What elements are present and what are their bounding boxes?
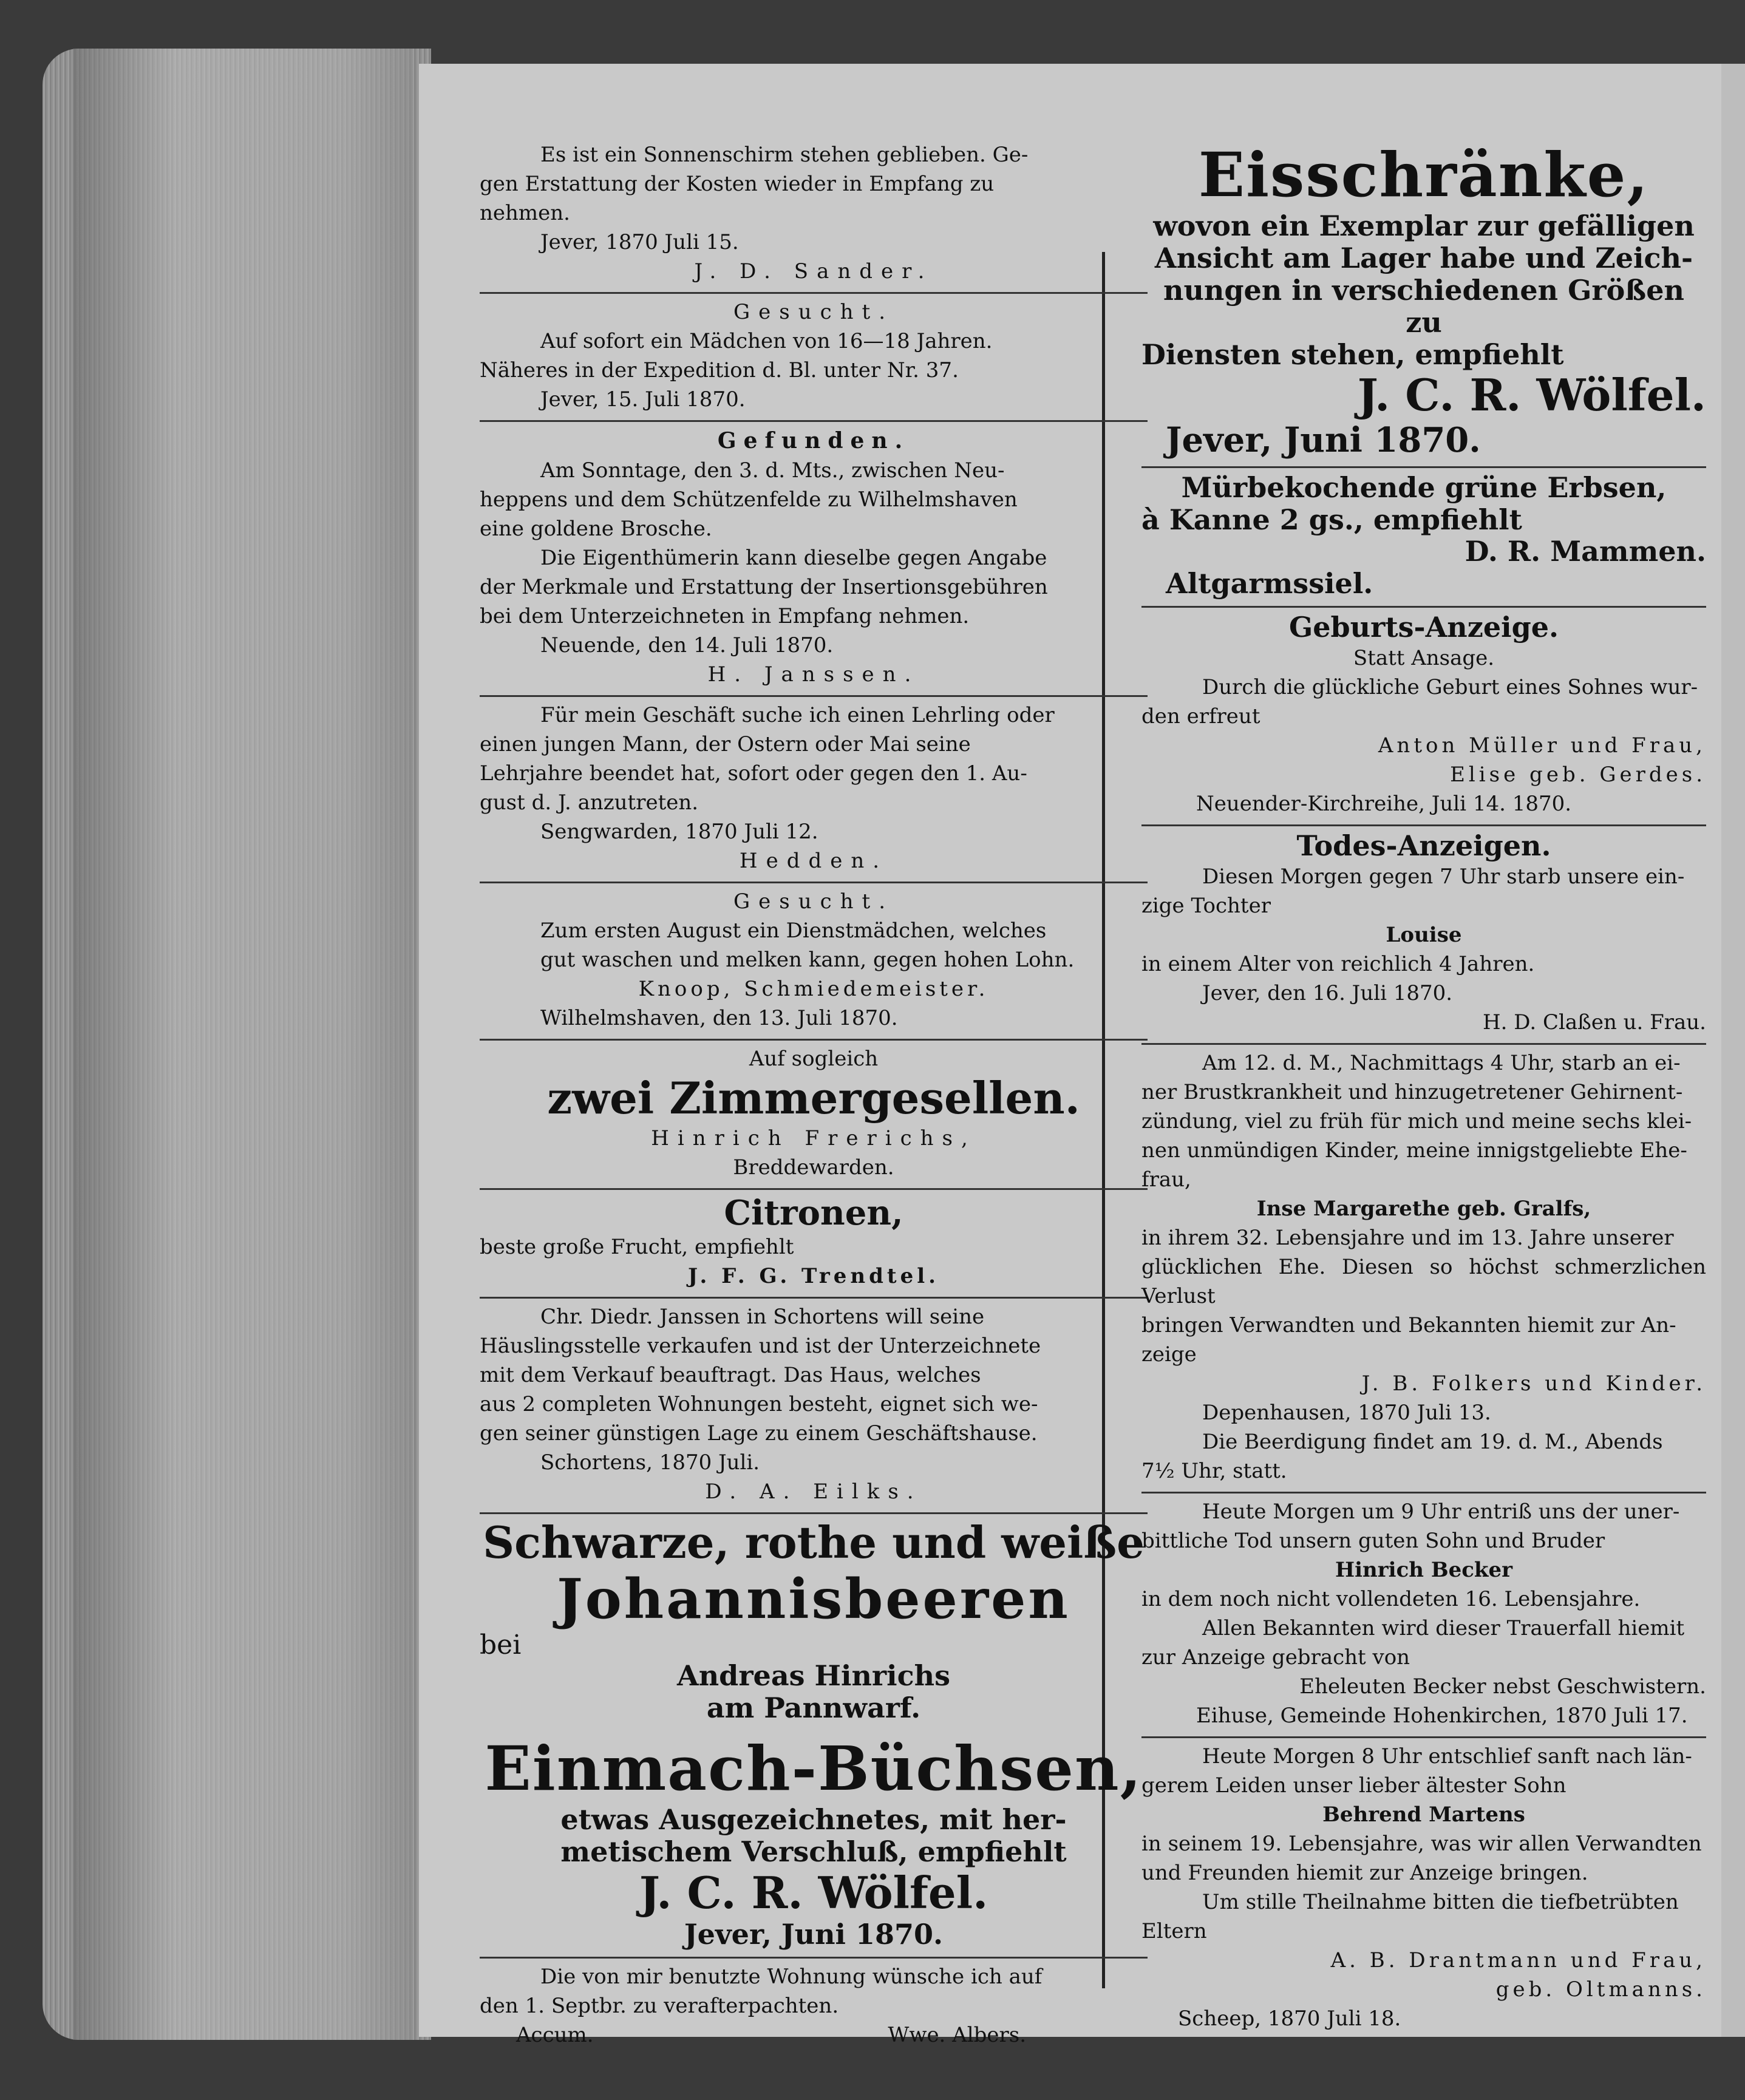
- ad-text: frau,: [1141, 1167, 1191, 1192]
- ad-name: Hinrich Becker: [1335, 1557, 1513, 1582]
- ad-headline: Todes-Anzeigen.: [1296, 829, 1551, 863]
- ad-text: und Freunden hiemit zur Anzeige bringen.: [1141, 1860, 1588, 1885]
- ad-wohnung: [480, 1959, 1148, 2056]
- right-column: [1141, 137, 1706, 2039]
- ad-headline: Einmach-Büchsen,: [485, 1733, 1143, 1805]
- ad-dienstmaedchen: [480, 883, 1148, 1041]
- ad-lehrling: [480, 697, 1148, 883]
- ad-text: Für mein Geschäft suche ich einen Lehrling oder: [540, 703, 1055, 727]
- ad-text: zur Anzeige gebracht von: [1141, 1645, 1410, 1670]
- ad-text: den 1. Septbr. zu verafterpachten.: [480, 1993, 839, 2018]
- ad-signature: H. D. Claßen u. Frau.: [1483, 1010, 1706, 1035]
- ad-text: Die Eigenthümerin kann dieselbe gegen Angabe: [540, 546, 1047, 570]
- ad-signature: geb. Oltmanns.: [1495, 1977, 1706, 2002]
- ad-headline: Mürbekochende grüne Erbsen,: [1181, 471, 1667, 504]
- ad-text: nen unmündigen Kinder, meine innigstgeliebte Ehe-: [1141, 1138, 1687, 1163]
- ad-text: in ihrem 32. Lebensjahre und im 13. Jahre unserer: [1141, 1225, 1674, 1250]
- ad-place: Accum.: [516, 2022, 594, 2047]
- ad-vendor-place: am Pannwarf.: [706, 1691, 921, 1725]
- ad-text: Auf sogleich: [749, 1047, 879, 1071]
- ad-name: Louise: [1386, 922, 1462, 947]
- ad-signature: Wwe. Albers.: [888, 2022, 1026, 2047]
- ad-date: Eihuse, Gemeinde Hohenkirchen, 1870 Juli 17.: [1196, 1703, 1688, 1728]
- ad-text: Häuslingsstelle verkaufen und ist der Unterzeichnete: [480, 1334, 1041, 1359]
- ad-text: Auf sofort ein Mädchen von 16—18 Jahren.: [540, 329, 993, 353]
- ad-text: mit dem Verkauf beauftragt. Das Haus, welches: [480, 1363, 981, 1388]
- ad-headline: Schwarze, rothe und weiße: [483, 1517, 1145, 1569]
- ad-text: 7½ Uhr, statt.: [1141, 1458, 1287, 1483]
- adjacent-page-edge: [1721, 64, 1745, 2037]
- ad-text: Durch die glückliche Geburt eines Sohnes wur-: [1202, 675, 1698, 700]
- ad-name: Inse Margarethe geb. Gralfs,: [1256, 1196, 1591, 1221]
- ad-text: Statt Ansage.: [1353, 646, 1495, 671]
- ad-erbsen: [1141, 468, 1706, 608]
- ad-text: eine goldene Brosche.: [480, 517, 712, 541]
- ad-heading: Gesucht.: [733, 889, 894, 914]
- ad-signature: J. D. Sander.: [694, 259, 933, 284]
- ad-text: wovon ein Exemplar zur gefälligen: [1153, 209, 1695, 242]
- ad-text: Breddewarden.: [733, 1155, 894, 1180]
- ad-text: der Merkmale und Erstattung der Insertionsgebühren: [480, 575, 1048, 599]
- ad-text: Chr. Diedr. Janssen in Schortens will seine: [540, 1305, 985, 1330]
- ad-place: Altgarmssiel.: [1166, 567, 1373, 600]
- ad-text: Am Sonntage, den 3. d. Mts., zwischen Neu-: [540, 458, 1005, 483]
- ad-name: Behrend Martens: [1322, 1802, 1525, 1827]
- ad-text: gen Erstattung der Kosten wieder in Empfang zu: [480, 172, 995, 196]
- ad-signature: Eheleuten Becker nebst Geschwistern.: [1299, 1674, 1706, 1699]
- ad-date: Neuende, den 14. Juli 1870.: [540, 633, 834, 658]
- ad-text: bringen Verwandten und Bekannten hiemit zur An-: [1141, 1313, 1676, 1337]
- ad-text: zige Tochter: [1141, 893, 1271, 918]
- ad-signature: A. B. Drantmann und Frau,: [1330, 1948, 1706, 1973]
- ad-text: Die Beerdigung findet am 19. d. M., Abends: [1202, 1429, 1663, 1454]
- ad-headline: Citronen,: [724, 1192, 903, 1233]
- ad-text: glücklichen Ehe. Diesen so höchst schmerzlichen Verlust: [1141, 1254, 1706, 1308]
- ad-text: Ansicht am Lager habe und Zeich-: [1154, 241, 1693, 274]
- ad-text: in einem Alter von reichlich 4 Jahren.: [1141, 951, 1535, 976]
- ad-date: Neuender-Kirchreihe, Juli 14. 1870.: [1196, 792, 1572, 817]
- ad-text: Eltern: [1141, 1918, 1207, 1943]
- ad-text: einen jungen Mann, der Ostern oder Mai seine: [480, 732, 971, 756]
- ad-text: in seinem 19. Lebensjahre, was wir allen Verwandten: [1141, 1831, 1702, 1856]
- ad-text: bittliche Tod unsern guten Sohn und Bruder: [1141, 1528, 1605, 1553]
- ad-text: zeige: [1141, 1342, 1197, 1367]
- ad-text: gust d. J. anzutreten.: [480, 790, 699, 815]
- ad-citronen: [480, 1190, 1148, 1299]
- ad-signature: H. Janssen.: [707, 662, 920, 687]
- ad-text: bei dem Unterzeichneten in Empfang nehmen.: [480, 604, 970, 628]
- ad-text: nehmen.: [480, 201, 570, 225]
- ad-heading: Gefunden.: [717, 428, 910, 454]
- ad-haeuslingsstelle: [480, 1299, 1148, 1514]
- ad-text: Heute Morgen um 9 Uhr entriß uns der uner-: [1202, 1499, 1680, 1524]
- ad-date: Jever, den 16. Juli 1870.: [1202, 980, 1453, 1005]
- ad-date: Jever, 1870 Juli 15.: [540, 230, 739, 254]
- ad-headline: zwei Zimmergesellen.: [547, 1072, 1080, 1124]
- ad-signature: J. B. Folkers und Kinder.: [1361, 1371, 1706, 1396]
- ad-date: Jever, Juni 1870.: [1166, 420, 1481, 461]
- ad-text: gut waschen und melken kann, gegen hohen Lohn.: [540, 948, 1075, 972]
- ad-text: ner Brustkrankheit und hinzugetretener Gehirnent-: [1141, 1079, 1683, 1104]
- ad-text: Allen Bekannten wird dieser Trauerfall hiemit: [1202, 1616, 1685, 1640]
- ad-text: gerem Leiden unser lieber ältester Sohn: [1141, 1773, 1566, 1798]
- ad-date: Schortens, 1870 Juli.: [540, 1450, 760, 1475]
- ad-text: Um stille Theilnahme bitten die tiefbetrübten: [1202, 1889, 1679, 1914]
- ad-todes-becker: [1141, 1493, 1706, 1738]
- newspaper-page: [419, 64, 1721, 2047]
- ad-text: Es ist ein Sonnenschirm stehen geblieben. Ge-: [540, 143, 1029, 167]
- ad-sonnenschirm: [480, 137, 1148, 294]
- ad-signature: Hedden.: [739, 849, 888, 873]
- ad-footer-line: [480, 2020, 1148, 2050]
- ad-date: Scheep, 1870 Juli 18.: [1178, 2006, 1401, 2031]
- ad-date: Wilhelmshaven, den 13. Juli 1870.: [540, 1006, 898, 1030]
- ad-text: Heute Morgen 8 Uhr entschlief sanft nach län-: [1202, 1744, 1692, 1769]
- ad-gesucht-maedchen: [480, 294, 1148, 422]
- ad-text: etwas Ausgezeichnetes, mit her-: [560, 1803, 1067, 1837]
- ad-geburts-anzeige: [1141, 608, 1706, 826]
- ad-headline: Eisschränke,: [1198, 139, 1650, 211]
- ad-date: Sengwarden, 1870 Juli 12.: [540, 820, 818, 844]
- ad-heading: Gesucht.: [733, 300, 894, 324]
- ad-todes-martens: [1141, 1738, 1706, 2039]
- ad-signature: J. C. R. Wölfel.: [639, 1867, 988, 1919]
- ad-headline: Johannisbeeren: [557, 1566, 1070, 1631]
- ad-einmach-buechsen: [480, 1730, 1148, 1958]
- ad-signature: Elise geb. Gerdes.: [1450, 763, 1706, 787]
- ad-text: Diensten stehen, empfiehlt: [1141, 338, 1564, 371]
- ad-text: metischem Verschluß, empfiehlt: [560, 1835, 1067, 1869]
- ad-text: beste große Frucht, empfiehlt: [480, 1235, 794, 1260]
- ad-vendor: Andreas Hinrichs: [677, 1659, 950, 1693]
- ad-signature: J. F. G. Trendtel.: [688, 1264, 939, 1289]
- ad-text: den erfreut: [1141, 704, 1260, 729]
- ad-text: nungen in verschiedenen Größen zu: [1163, 273, 1684, 339]
- ad-text: Näheres in der Expedition d. Bl. unter Nr. 37.: [480, 358, 959, 382]
- ad-gefunden: [480, 422, 1148, 697]
- ad-todes-louise: [1141, 826, 1706, 1045]
- ad-text: Zum ersten August ein Dienstmädchen, welches: [540, 919, 1047, 943]
- ad-signature: Hinrich Frerichs,: [651, 1126, 976, 1150]
- ad-date: Jever, Juni 1870.: [684, 1917, 944, 1951]
- ad-headline: Geburts-Anzeige.: [1288, 611, 1559, 644]
- ad-signature: D. R. Mammen.: [1464, 535, 1706, 568]
- ad-signature: Knoop, Schmiedemeister.: [638, 977, 989, 1001]
- ad-text: Die von mir benutzte Wohnung wünsche ich auf: [540, 1964, 1043, 1989]
- ad-text: heppens und dem Schützenfelde zu Wilhelmshaven: [480, 488, 1018, 512]
- ad-todes-inse: [1141, 1045, 1706, 1493]
- ad-text: bei: [480, 1629, 522, 1661]
- ad-text: in dem noch nicht vollendeten 16. Lebensjahre.: [1141, 1586, 1641, 1611]
- ad-date: Jever, 15. Juli 1870.: [540, 387, 746, 412]
- ad-signature: D. A. Eilks.: [705, 1480, 922, 1504]
- ad-text: Lehrjahre beendet hat, sofort oder gegen den 1. Au-: [480, 761, 1027, 786]
- ad-text: Diesen Morgen gegen 7 Uhr starb unsere ein-: [1202, 864, 1685, 889]
- left-column: [480, 137, 1148, 2056]
- ad-eisschraenke: [1141, 137, 1706, 468]
- ad-date: Depenhausen, 1870 Juli 13.: [1202, 1400, 1491, 1425]
- ad-johannisbeeren: [480, 1514, 1148, 1730]
- ad-text: à Kanne 2 gs., empfiehlt: [1141, 503, 1522, 536]
- book-page-edges: [73, 49, 413, 2040]
- ad-zimmergesellen: [480, 1041, 1148, 1190]
- ad-text: Am 12. d. M., Nachmittags 4 Uhr, starb an ei-: [1202, 1050, 1681, 1075]
- ad-signature: J. C. R. Wölfel.: [1357, 369, 1706, 421]
- ad-text: aus 2 completen Wohnungen besteht, eignet sich we-: [480, 1392, 1038, 1417]
- ad-signature: Anton Müller und Frau,: [1378, 733, 1706, 758]
- ad-text: zündung, viel zu früh für mich und meine sechs klei-: [1141, 1109, 1692, 1133]
- ad-text: gen seiner günstigen Lage zu einem Geschäftshause.: [480, 1421, 1038, 1446]
